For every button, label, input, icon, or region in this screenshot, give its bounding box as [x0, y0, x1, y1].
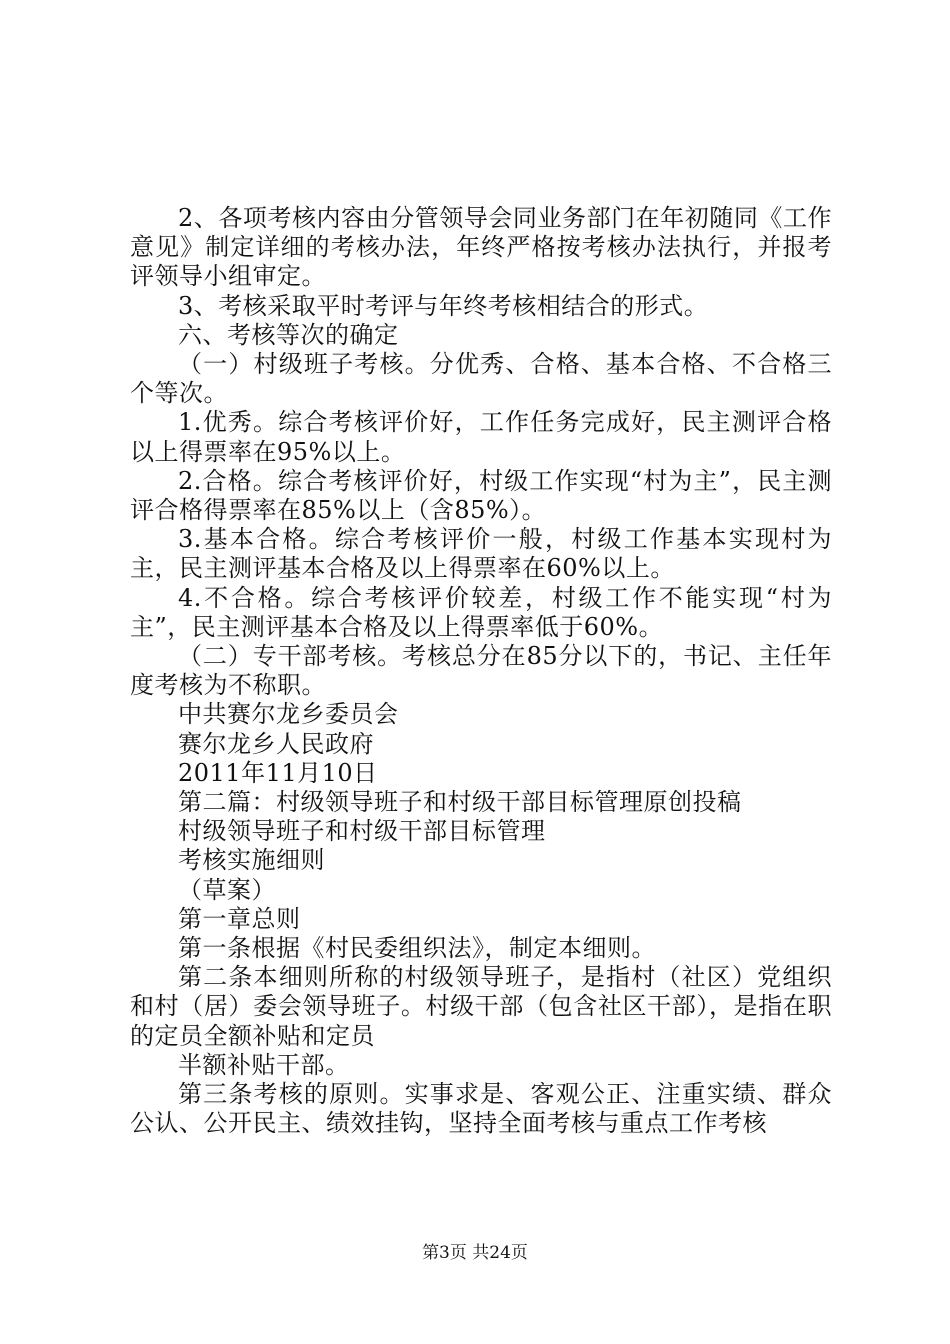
- list-item: 1.优秀。综合考核评价好，工作任务完成好，民主测评合格以上得票率在95%以上。: [130, 408, 832, 466]
- article: 半额补贴干部。: [178, 1050, 350, 1079]
- article: 第三条考核的原则。实事求是、客观公正、注重实绩、群众公认、公开民主、绩效挂钩，坚持全面考核与重点工作考核: [130, 1080, 832, 1138]
- doc-subtitle: （草案）: [178, 875, 276, 904]
- article: 第二条本细则所称的村级领导班子，是指村（社区）党组织和村（居）委会领导班子。村级干部（包含社区干部），是指在职的定员全额补贴和定员: [130, 963, 832, 1050]
- list-item: 4.不合格。综合考核评价较差，村级工作不能实现“村为主”，民主测评基本合格及以上得票率低于60%。: [130, 583, 832, 641]
- signature-date: 2011年11月10日: [178, 758, 378, 787]
- article: 第一条根据《村民委组织法》，制定本细则。: [178, 934, 656, 963]
- chapter-heading: 第一章总则: [178, 904, 301, 933]
- chapter-title: 第二篇：村级领导班子和村级干部目标管理原创投稿: [178, 788, 742, 817]
- signature-org: 中共赛尔龙乡委员会: [178, 700, 399, 729]
- paragraph: 2、各项考核内容由分管领导会同业务部门在年初随同《工作意见》制定详细的考核办法，年终严格按考核办法执行，并报考评领导小组审定。: [130, 204, 832, 291]
- doc-title: 村级领导班子和村级干部目标管理: [178, 817, 546, 846]
- section-heading: 六、考核等次的确定: [178, 320, 399, 349]
- list-item: 2.合格。综合考核评价好，村级工作实现“村为主”，民主测评合格得票率在85%以上（含85%）。: [130, 466, 832, 525]
- paragraph: （一）村级班子考核。分优秀、合格、基本合格、不合格三个等次。: [130, 350, 832, 408]
- document-body: [130, 204, 832, 1139]
- signature-gov: 赛尔龙乡人民政府: [178, 729, 374, 758]
- page-footer: 第3页 共24页: [422, 1243, 528, 1263]
- paragraph: 3、考核采取平时考评与年终考核相结合的形式。: [178, 291, 709, 320]
- list-item: 3.基本合格。综合考核评价一般，村级工作基本实现村为主，民主测评基本合格及以上得票率在60%以上。: [130, 525, 832, 583]
- doc-title: 考核实施细则: [178, 846, 325, 875]
- paragraph: （二）专干部考核。考核总分在85分以下的，书记、主任年度考核为不称职。: [130, 642, 832, 700]
